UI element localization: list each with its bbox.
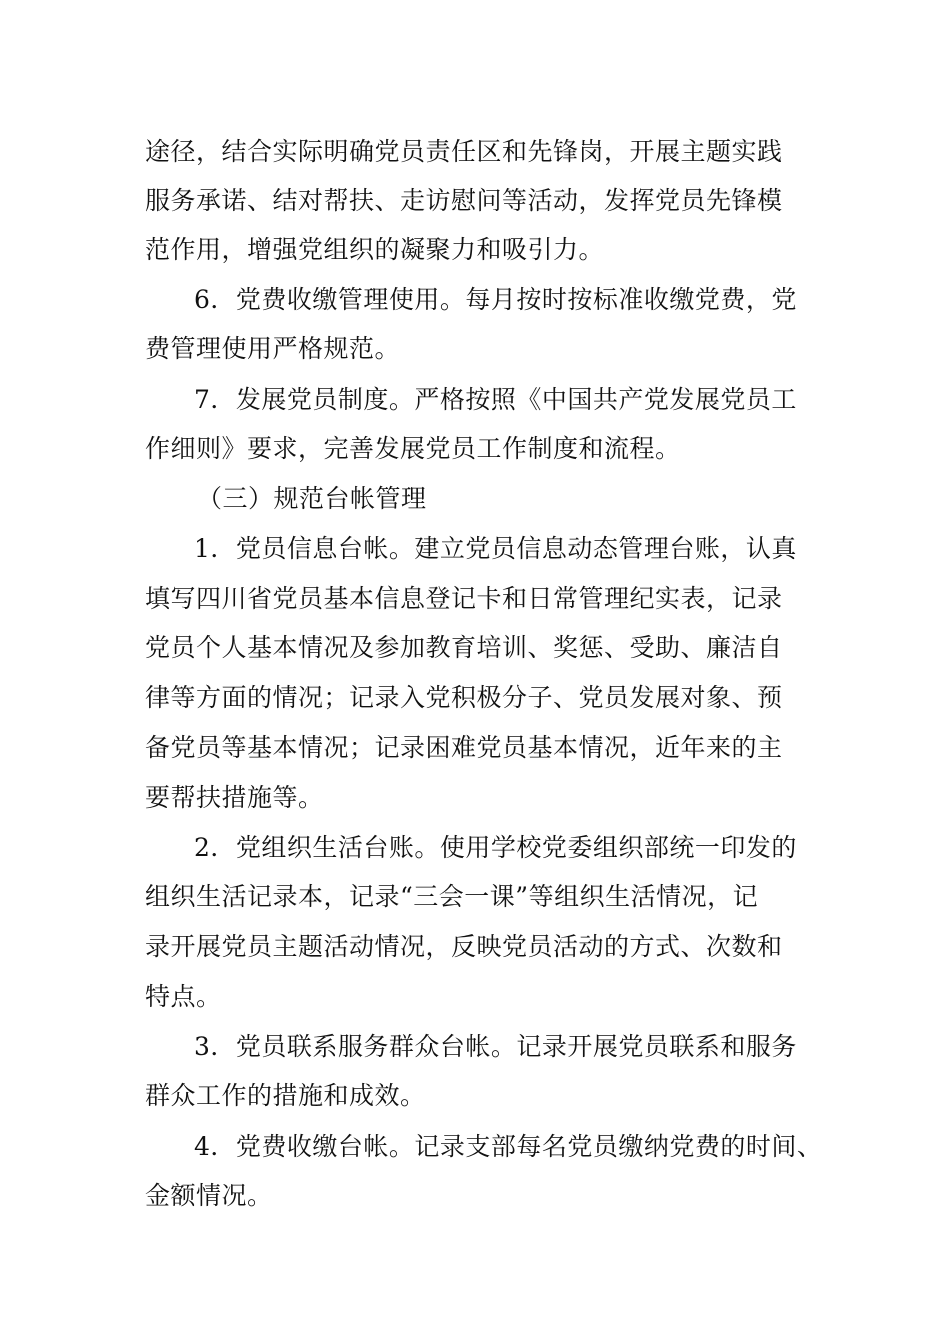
text-line: 3．党员联系服务群众台帐。记录开展党员联系和服务 bbox=[194, 1032, 797, 1061]
text-line: 备党员等基本情况；记录困难党员基本情况，近年来的主 bbox=[145, 733, 783, 762]
text-line: 2．党组织生活台账。使用学校党委组织部统一印发的 bbox=[194, 833, 797, 862]
text-line: 录开展党员主题活动情况，反映党员活动的方式、次数和 bbox=[145, 932, 783, 961]
text-line: 群众工作的措施和成效。 bbox=[145, 1081, 426, 1110]
text-line: 6．党费收缴管理使用。每月按时按标准收缴党费，党 bbox=[194, 285, 797, 314]
section-heading: （三）规范台帐管理 bbox=[197, 484, 427, 513]
text-line: 途径，结合实际明确党员责任区和先锋岗，开展主题实践 bbox=[145, 137, 783, 166]
text-line: 特点。 bbox=[145, 982, 222, 1011]
text-line: 服务承诺、结对帮扶、走访慰问等活动，发挥党员先锋模 bbox=[145, 186, 783, 215]
text-line: 范作用，增强党组织的凝聚力和吸引力。 bbox=[145, 235, 605, 264]
text-line: 作细则》要求，完善发展党员工作制度和流程。 bbox=[145, 434, 681, 463]
text-line: 金额情况。 bbox=[145, 1181, 273, 1210]
text-line: 组织生活记录本，记录“三会一课”等组织生活情况，记 bbox=[145, 882, 759, 911]
text-line: 要帮扶措施等。 bbox=[145, 783, 324, 812]
text-line: 7．发展党员制度。严格按照《中国共产党发展党员工 bbox=[194, 385, 797, 414]
text-line: 1．党员信息台帐。建立党员信息动态管理台账，认真 bbox=[194, 534, 797, 563]
text-line: 4．党费收缴台帐。记录支部每名党员缴纳党费的时间、 bbox=[194, 1132, 823, 1161]
text-line: 党员个人基本情况及参加教育培训、奖惩、受助、廉洁自 bbox=[145, 633, 783, 662]
text-line: 律等方面的情况；记录入党积极分子、党员发展对象、预 bbox=[145, 683, 783, 712]
text-line: 费管理使用严格规范。 bbox=[145, 334, 401, 363]
text-line: 填写四川省党员基本信息登记卡和日常管理纪实表，记录 bbox=[145, 584, 783, 613]
